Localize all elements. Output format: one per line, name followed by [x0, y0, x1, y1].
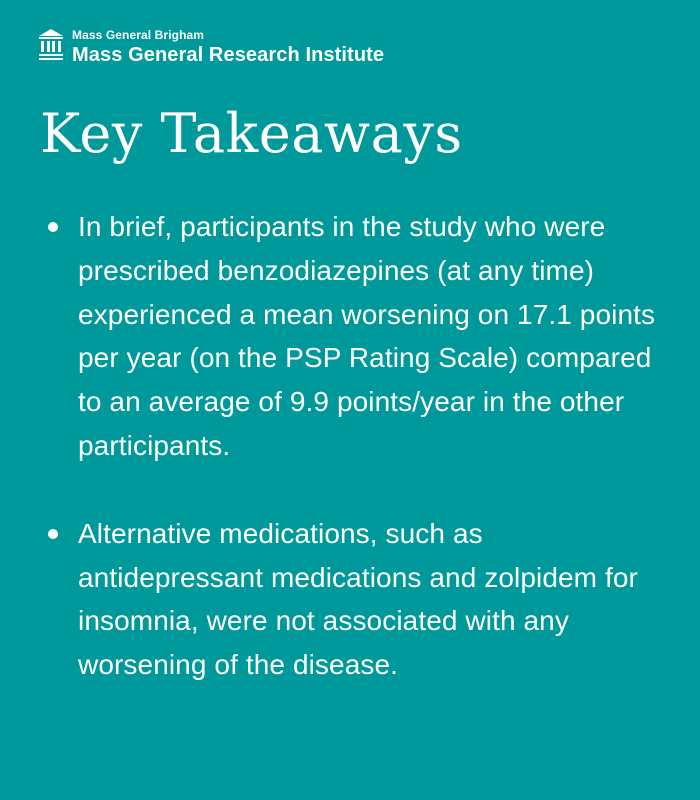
bullet-dot-icon — [48, 529, 58, 539]
parent-brand-label: Mass General Brigham — [72, 28, 205, 42]
institute-name: Mass General Research Institute — [72, 44, 385, 66]
takeaway-text: Alternative medications, such as antidepressant medications and zolpidem for insomnia, were not associated with any worsening of the disease. — [78, 517, 638, 681]
institution-building-icon — [38, 28, 64, 66]
page-title: Key Takeaways — [40, 102, 463, 165]
brand-header — [38, 28, 384, 66]
takeaway-benzodiazepines — [36, 205, 656, 468]
brand-text — [72, 29, 384, 65]
takeaways-list — [36, 205, 656, 687]
bullet-dot-icon — [48, 222, 58, 232]
takeaway-alternative-medications — [36, 512, 656, 687]
takeaway-text: In brief, participants in the study who were prescribed benzodiazepines (at any time) experienced a mean worsening on 17.1 points per year (on the PSP Rating Scale) compared to an average of 9.9 points/year in the other participants. — [78, 211, 656, 461]
